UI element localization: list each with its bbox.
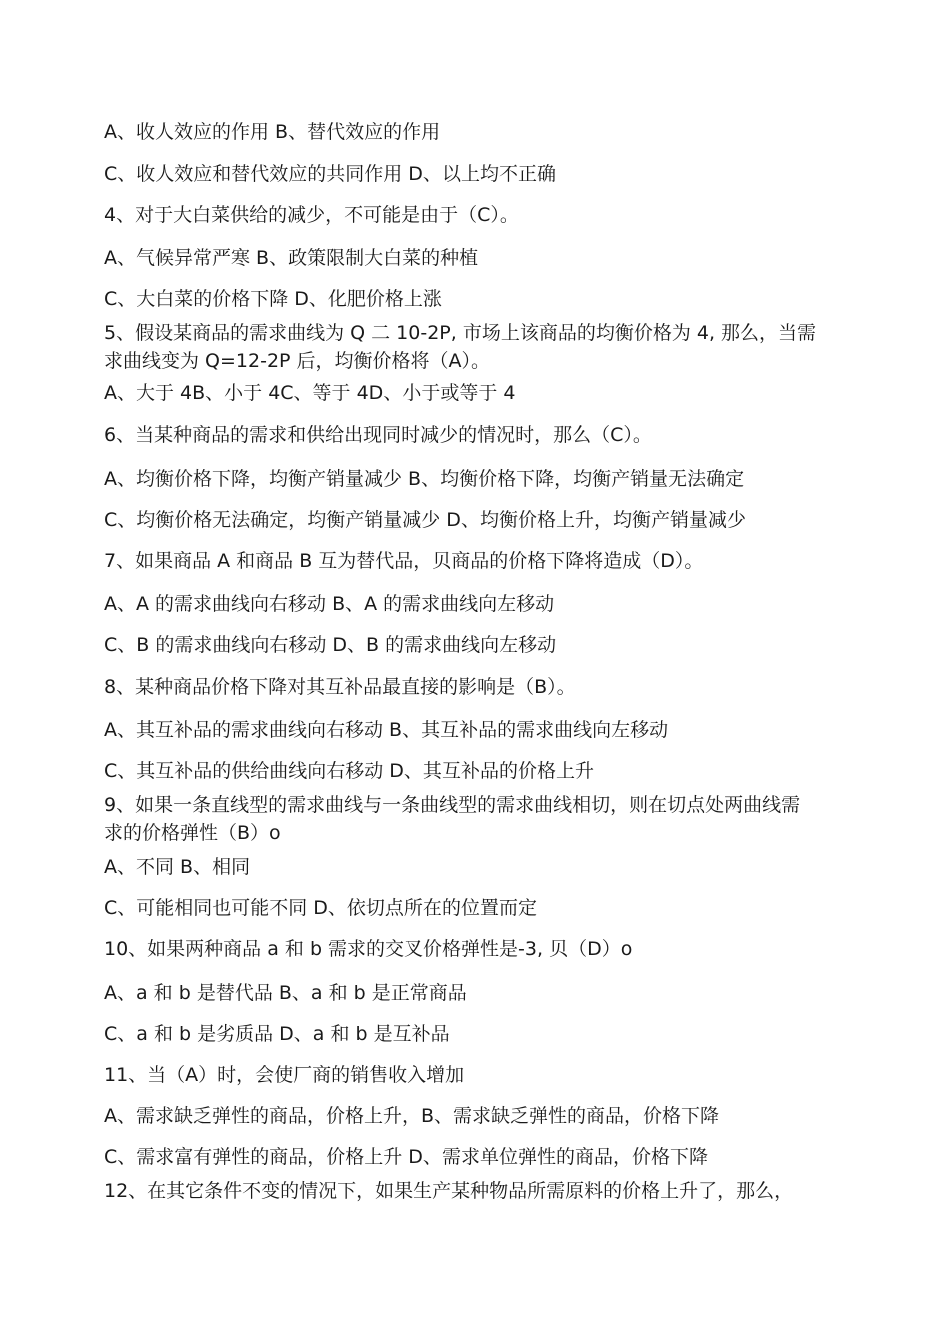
option-line: A、a 和 b 是替代品 B、a 和 b 是正常商品 [104,982,467,1004]
option-line: A、气候异常严寒 B、政策限制大白菜的种植 [104,247,479,269]
option-line: A、不同 B、相同 [104,856,251,878]
question-line: 12、在其它条件不变的情况下，如果生产某种物品所需原料的价格上升了，那么， [104,1180,794,1202]
question-line: 5、假设某商品的需求曲线为 Q 二 10-2P, 市场上该商品的均衡价格为 4, 那么，当需 [104,322,817,344]
option-line: C、a 和 b 是劣质品 D、a 和 b 是互补品 [104,1023,450,1045]
option-line: C、需求富有弹性的商品，价格上升 D、需求单位弹性的商品，价格下降 [104,1146,708,1168]
question-line: 求曲线变为 Q=12-2P 后，均衡价格将（A）。 [104,350,491,372]
question-line: 6、当某种商品的需求和供给出现同时减少的情况时，那么（C）。 [104,424,652,446]
question-line: 求的价格弹性（B）o [104,822,281,844]
option-line: A、A 的需求曲线向右移动 B、A 的需求曲线向左移动 [104,593,555,615]
option-line: C、收人效应和替代效应的共同作用 D、以上均不正确 [104,163,556,185]
option-line: A、均衡价格下降，均衡产销量减少 B、均衡价格下降，均衡产销量无法确定 [104,468,745,490]
question-line: 7、如果商品 A 和商品 B 互为替代品，贝商品的价格下降将造成（D）。 [104,550,704,572]
question-line: 9、如果一条直线型的需求曲线与一条曲线型的需求曲线相切，则在切点处两曲线需 [104,794,801,816]
option-line: C、可能相同也可能不同 D、依切点所在的位置而定 [104,897,537,919]
question-line: 10、如果两种商品 a 和 b 需求的交叉价格弹性是-3, 贝（D）o [104,938,633,960]
option-line: A、大于 4B、小于 4C、等于 4D、小于或等于 4 [104,382,516,404]
option-line: C、均衡价格无法确定，均衡产销量减少 D、均衡价格上升，均衡产销量减少 [104,509,746,531]
question-line: 11、当（A）时，会使厂商的销售收入增加 [104,1064,465,1086]
option-line: A、收人效应的作用 B、替代效应的作用 [104,121,441,143]
option-line: C、大白菜的价格下降 D、化肥价格上涨 [104,288,442,310]
option-line: A、其互补品的需求曲线向右移动 B、其互补品的需求曲线向左移动 [104,719,669,741]
option-line: C、B 的需求曲线向右移动 D、B 的需求曲线向左移动 [104,634,557,656]
question-line: 8、某种商品价格下降对其互补品最直接的影响是（B）。 [104,676,576,698]
question-line: 4、对于大白菜供给的减少，不可能是由于（C）。 [104,204,519,226]
option-line: A、需求缺乏弹性的商品，价格上升，B、需求缺乏弹性的商品，价格下降 [104,1105,720,1127]
option-line: C、其互补品的供给曲线向右移动 D、其互补品的价格上升 [104,760,594,782]
